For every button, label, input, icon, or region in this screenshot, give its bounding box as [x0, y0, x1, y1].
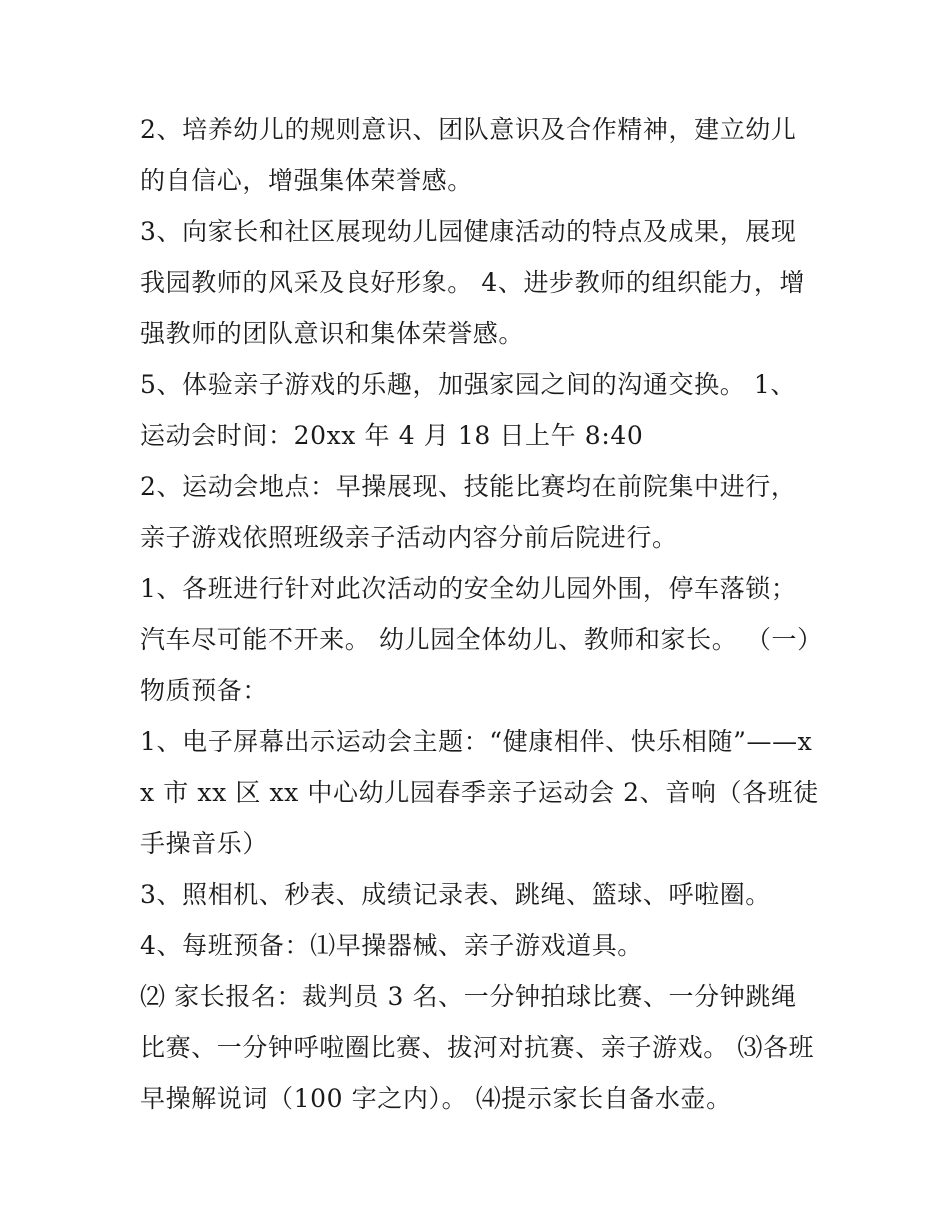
paragraph-goal-3-4: 3、向家长和社区展现幼儿园健康活动的特点及成果，展现我园教师的风采及良好形象。 4、进步教师的组织能力，增强教师的团队意识和集体荣誉感。 — [140, 217, 806, 348]
paragraph-goal-5-time: 5、体验亲子游戏的乐趣，加强家园之间的沟通交换。 1、运动会时间：20xx 年 4 月 18 日上午 8:40 — [140, 370, 796, 450]
document-body — [140, 104, 820, 1124]
paragraph-registration: ⑵ 家长报名：裁判员 3 名、一分钟拍球比赛、一分钟跳绳比赛、一分钟呼啦圈比赛、拔河对抗赛、亲子游戏。 ⑶各班早操解说词（100 字之内）。 ⑷提示家长自备水壶。 — [140, 982, 815, 1113]
paragraph-goal-2: 2、培养幼儿的规则意识、团队意识及合作精神，建立幼儿的自信心，增强集体荣誉感。 — [140, 115, 797, 195]
paragraph-screen-audio: 1、电子屏幕出示运动会主题：“健康相伴、快乐相随”——xx 市 xx 区 xx 中心幼儿园春季亲子运动会 2、音响（各班徒手操音乐） — [140, 727, 819, 858]
paragraph-equipment: 3、照相机、秒表、成绩记录表、跳绳、篮球、呼啦圈。 4、每班预备：⑴早操器械、亲子游戏道具。 — [140, 880, 780, 960]
paragraph-location: 2、运动会地点：早操展现、技能比赛均在前院集中进行，亲子游戏依照班级亲子活动内容分前后院进行。 — [140, 472, 797, 552]
paragraph-safety-participants: 1、各班进行针对此次活动的安全幼儿园外围，停车落锁；汽车尽可能不开来。 幼儿园全体幼儿、教师和家长。 （一）物质预备： — [140, 574, 811, 705]
